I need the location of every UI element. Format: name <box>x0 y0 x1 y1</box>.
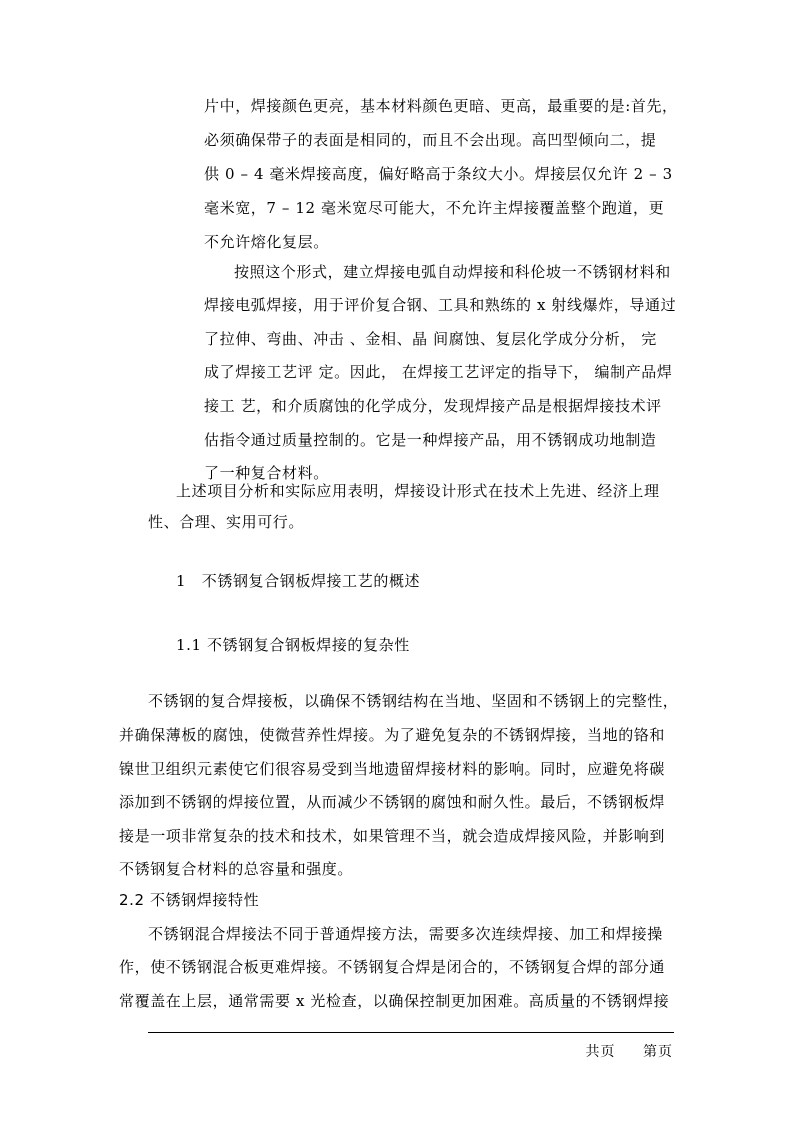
paragraph-line: 性、合理、实用可行。 <box>148 513 305 531</box>
paragraph-line: 估指令通过质量控制的。它是一种焊接产品，用不锈钢成功地制造 <box>204 431 657 449</box>
paragraph-line: 不锈钢的复合焊接板，以确保不锈钢结构在当地、坚固和不锈钢上的完整性， <box>148 692 679 710</box>
paragraph-line: 了一种复合材料。 <box>204 464 329 482</box>
paragraph-line: 供 0 – 4 毫米焊接高度，偏好略高于条纹大小。焊接层仅允许 2 – 3 <box>204 165 673 183</box>
footer-divider <box>148 1032 674 1033</box>
paragraph-line: 不锈钢混合焊接法不同于普通焊接方法，需要多次连续焊接、加工和焊接操 <box>148 925 663 943</box>
paragraph-line: 毫米宽，7 – 12 毫米宽尽可能大，不允许主焊接覆盖整个跑道，更 <box>204 199 665 217</box>
paragraph-line: 了拉伸、弯曲、冲击 、金相、晶 间腐蚀、复层化学成分分析， 完 <box>204 330 657 348</box>
subsection-heading: 1.1 不锈钢复合钢板焊接的复杂性 <box>176 636 410 654</box>
paragraph-line: 接工 艺，和介质腐蚀的化学成分，发现焊接产品是根据焊接技术评 <box>204 397 662 415</box>
paragraph-line: 常覆盖在上层，通常需要 x 光检查，以确保控制更加困难。高质量的不锈钢焊接 <box>119 992 670 1010</box>
paragraph-line: 片中，焊接颜色更亮，基本材料颜色更暗、更高，最重要的是:首先， <box>204 97 678 115</box>
paragraph-line: 不锈钢复合材料的总容量和强度。 <box>119 860 354 878</box>
paragraph-line: 按照这个形式，建立焊接电弧自动焊接和科伦坡一不锈钢材料和 <box>234 263 671 281</box>
paragraph-line: 接是一项非常复杂的技术和技术，如果管理不当，就会造成焊接风险，并影响到 <box>119 827 666 845</box>
paragraph-line: 必须确保带子的表面是相同的，而且不会出现。高凹型倾向二，提 <box>204 131 657 149</box>
subsection-heading: 2.2 不锈钢焊接特性 <box>119 891 260 909</box>
paragraph-line: 镍世卫组织元素使它们很容易受到当地遗留焊接材料的影响。同时，应避免将碳 <box>119 760 666 778</box>
paragraph-line: 不允许熔化复层。 <box>204 233 329 251</box>
paragraph-line: 上述项目分析和实际应用表明，焊接设计形式在技术上先进、经济上理 <box>176 482 660 500</box>
paragraph-line: 焊接电弧焊接，用于评价复合钢、工具和熟练的 x 射线爆炸，导通过 <box>204 296 677 314</box>
page-number-label: 第页 <box>643 1044 673 1060</box>
paragraph-line: 添加到不锈钢的焊接位置，从而减少不锈钢的腐蚀和耐久性。最后，不锈钢板焊 <box>119 793 666 811</box>
paragraph-line: 作，使不锈钢混合板更难焊接。不锈钢复合焊是闭合的，不锈钢复合焊的部分通 <box>119 958 666 976</box>
paragraph-line: 成了焊接工艺评 定。因此， 在焊接工艺评定的指导下， 编制产品焊 <box>204 363 673 381</box>
page-footer <box>564 1041 673 1061</box>
section-heading: 1 不锈钢复合钢板焊接工艺的概述 <box>176 572 421 590</box>
total-pages-label: 共页 <box>585 1044 616 1060</box>
paragraph-line: 并确保薄板的腐蚀，使微营养性焊接。为了避免复杂的不锈钢焊接，当地的铬和 <box>119 726 666 744</box>
